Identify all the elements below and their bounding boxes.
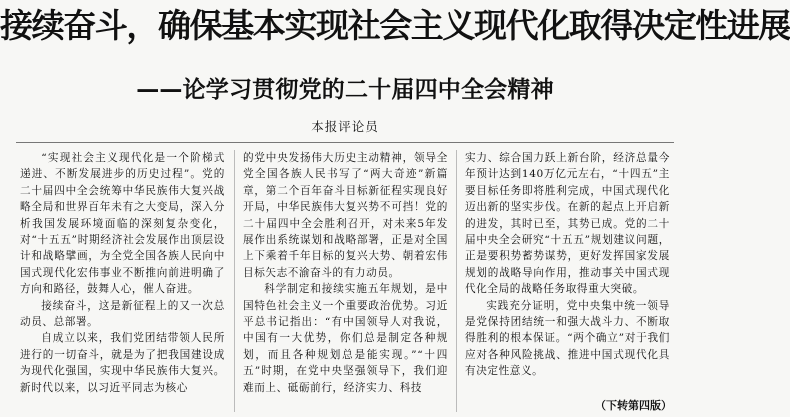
continuation-note[interactable]: （下转第四版） [591, 399, 672, 413]
paragraph: 科学制定和接续实施五年规划，是中国特色社会主义一个重要政治优势。习近平总书记指出：“有中国领导人对我说，中国有一大优势，你们总是制定各种规划，而且各种规划总是能实现。”“十四五”时期，在党中央坚强领导下，我们迎难而上、砥砺前行，经济实力、科技 [243, 283, 448, 394]
paragraph: 自成立以来，我们党团结带领人民所进行的一切奋斗，就是为了把我国建设成为现代化强国，实现中华民族伟大复兴。新时代以来，以习近平同志为核心 [20, 332, 225, 394]
paragraph: 实践充分证明，党中央集中统一领导是党保持团结统一和强大战斗力、不断取得胜利的根本保证。“两个确立”对于我们应对各种风险挑战、推进中国式现代化具有决定性意义。 [465, 299, 670, 378]
header-divider [16, 142, 674, 143]
paragraph: 的党中央发扬伟大历史主动精神，领导全党全国各族人民书写了“两大奇迹”新篇章，第二个百年奋斗目标新征程实现良好开局，中华民族伟大复兴势不可挡！党的二十届四中全会胜利召开，对未来5年发展作出系统谋划和战略部署，正是对全国上下乘着千年目标的复兴大势、朝着宏伟目标矢志不渝奋斗的有力动员。 [243, 152, 448, 279]
column-divider [456, 150, 457, 412]
column-divider [234, 150, 235, 412]
paragraph: 接续奋斗，这是新征程上的又一次总动员、总部署。 [20, 299, 225, 329]
headline: 接续奋斗，确保基本实现社会主义现代化取得决定性进展 [0, 6, 790, 45]
article-column-1 [20, 150, 225, 417]
subtitle: ——论学习贯彻党的二十届四中全会精神 [136, 77, 554, 103]
paragraph: “实现社会主义现代化是一个阶梯式递进、不断发展进步的历史过程”。党的二十届四中全会统筹中华民族伟大复兴战略全局和世界百年未有之大变局，深入分析我国发展环境面临的深刻复杂变化，对“十五五”时期经济社会发展作出顶层设计和战略擘画，为全党全国各族人民向中国式现代化宏伟事业不断推向前进明确了方向和路径，鼓舞人心，催人奋进。 [20, 152, 225, 296]
article-column-2 [243, 150, 448, 417]
paragraph: 实力、综合国力跃上新台阶，经济总量今年预计达到140万亿元左右，“十四五”主要目标任务即将胜利完成，中国式现代化迈出新的坚实步伐。在新的起点上开启新的进发，其时已至，其势已成。党的二十届中央全会研究“十五五”规划建议问题，正是要积势蓄势谋势，更好发挥国家发展规划的战略导向作用，推动事关中国式现代化全局的战略任务取得重大突破。 [465, 152, 670, 296]
article-column-3 [465, 150, 670, 417]
byline: 本报评论员 [311, 119, 379, 134]
